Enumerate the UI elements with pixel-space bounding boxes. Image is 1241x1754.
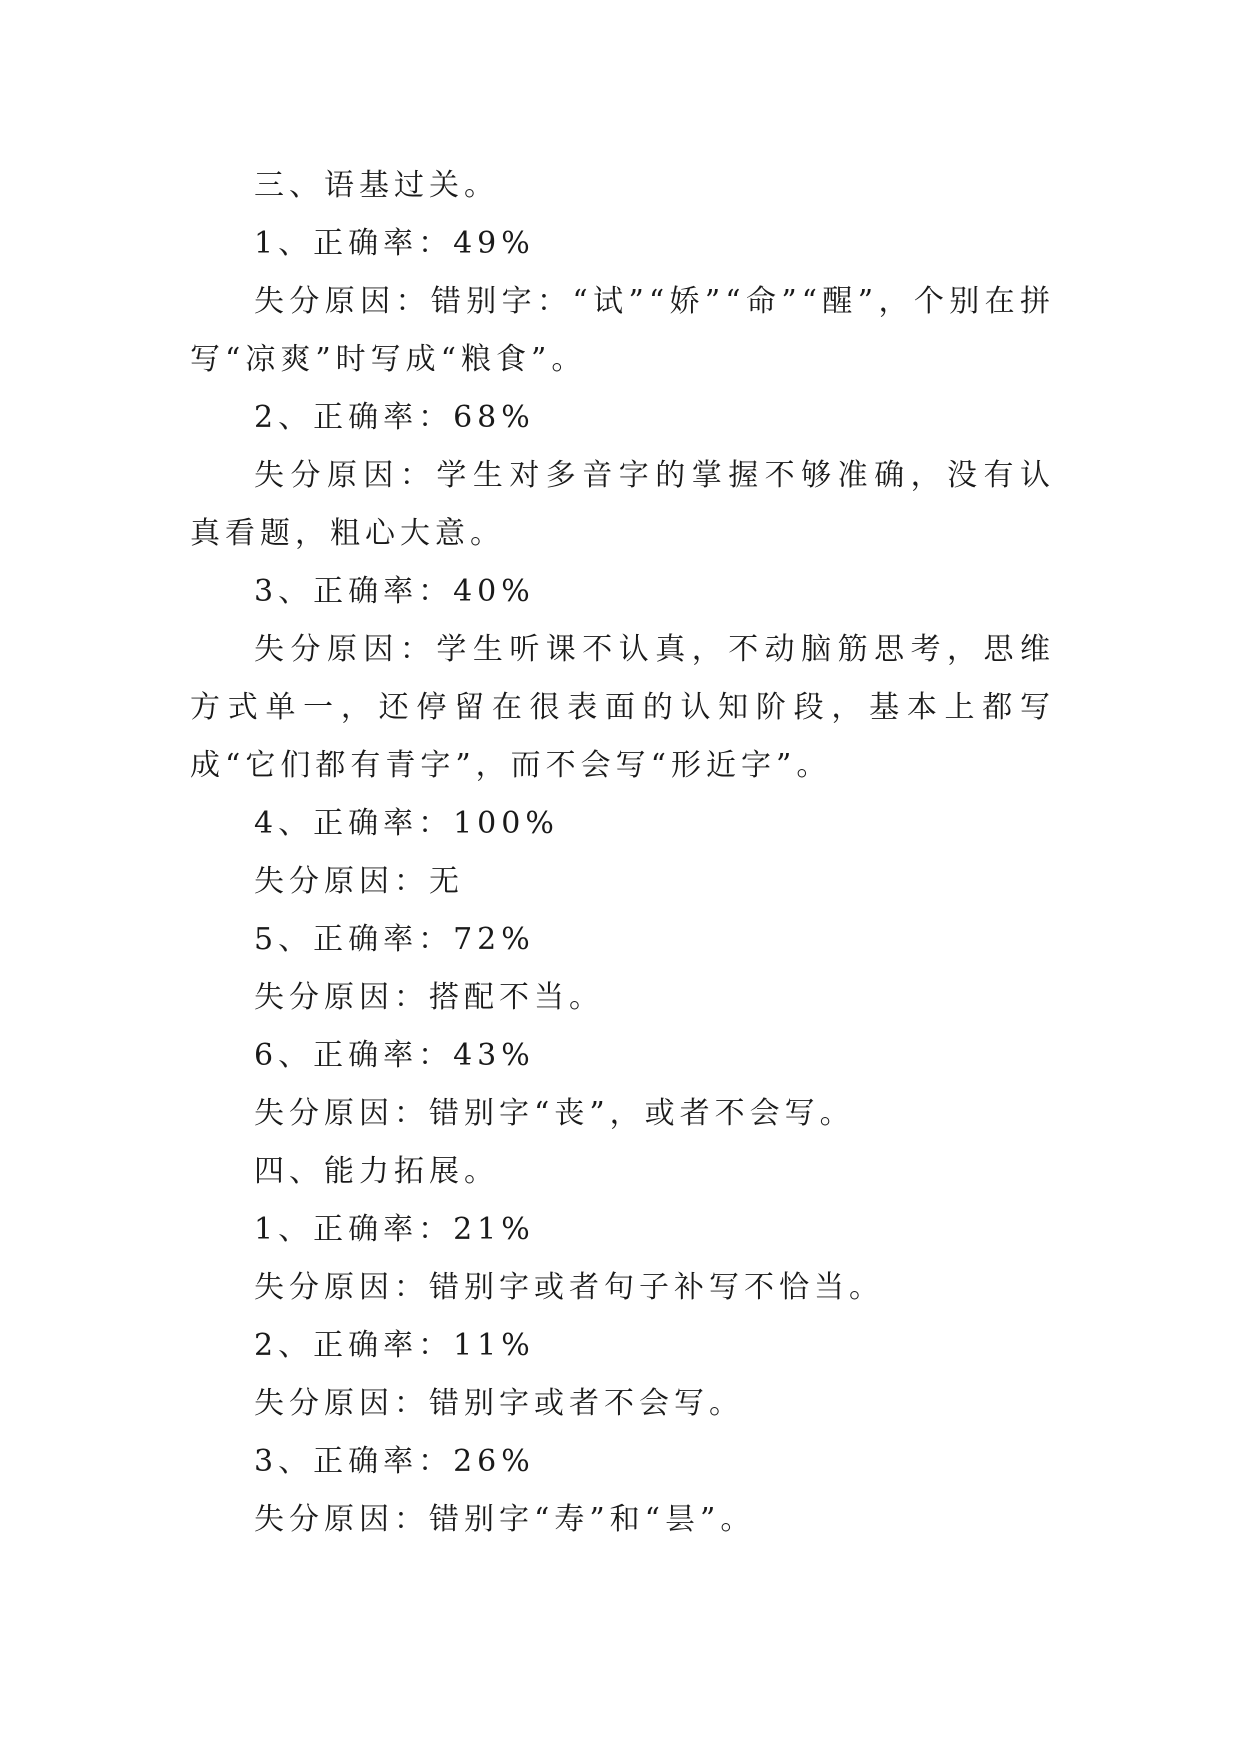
- item-reason: 失分原因：错别字或者不会写。: [254, 1386, 744, 1421]
- item-reason: 失分原因：错别字或者句子补写不恰当。: [254, 1270, 884, 1305]
- item-reason: 失分原因：错别字“丧”，或者不会写。: [254, 1096, 855, 1131]
- item-accuracy: 4、正确率：100%: [254, 806, 559, 841]
- item-reason: 失分原因：无: [254, 864, 464, 899]
- section-heading: 三、语基过关。: [254, 168, 499, 203]
- item-accuracy: 6、正确率：43%: [254, 1038, 535, 1073]
- item-accuracy: 3、正确率：26%: [254, 1444, 535, 1479]
- item-accuracy: 3、正确率：40%: [254, 574, 535, 609]
- item-reason: 失分原因：错别字“寿”和“昙”。: [254, 1502, 756, 1537]
- item-reason: 失分原因：搭配不当。: [254, 980, 604, 1015]
- item-reason: 失分原因：学生对多音字的掌握不够准确，没有认真看题，粗心大意。: [190, 458, 1055, 551]
- document-body: [190, 157, 1055, 1549]
- item-accuracy: 1、正确率：21%: [254, 1212, 535, 1247]
- item-reason: 失分原因：学生听课不认真，不动脑筋思考，思维方式单一，还停留在很表面的认知阶段，基本上都写成“它们都有青字”，而不会写“形近字”。: [190, 632, 1055, 783]
- item-reason: 失分原因：错别字：“试”“娇”“命”“醒”，个别在拼写“凉爽”时写成“粮食”。: [190, 284, 1055, 377]
- item-accuracy: 2、正确率：68%: [254, 400, 535, 435]
- item-accuracy: 1、正确率：49%: [254, 226, 535, 261]
- section-heading: 四、能力拓展。: [254, 1154, 499, 1189]
- item-accuracy: 2、正确率：11%: [254, 1328, 535, 1363]
- item-accuracy: 5、正确率：72%: [254, 922, 535, 957]
